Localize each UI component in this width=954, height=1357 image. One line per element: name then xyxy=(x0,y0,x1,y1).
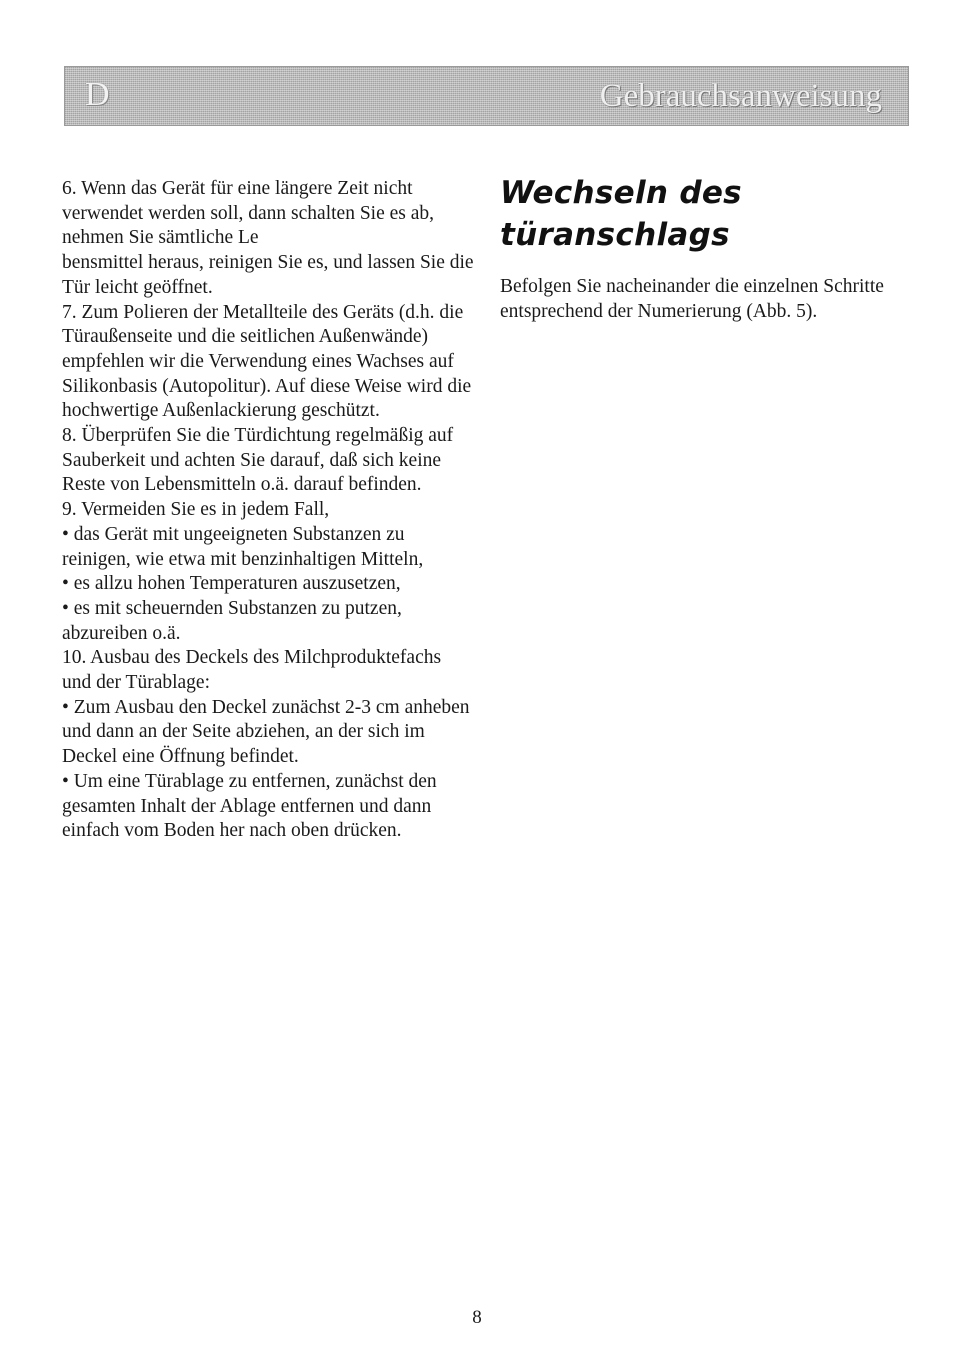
bullet-item: • das Gerät mit ungeeigneten Substanzen zu reinigen, wie etwa mit benzinhaltigen Mitteln, xyxy=(62,523,424,570)
intro-paragraph: Befolgen Sie nacheinander die einzelnen Schritte entsprechend der Numerierung (Abb. 5). xyxy=(500,276,884,322)
right-column xyxy=(500,172,920,324)
paragraph-6: 6. Wenn das Gerät für eine längere Zeit nicht verwendet werden soll, dann schalten Sie es ab, nehmen Sie sämtliche Le xyxy=(62,178,435,249)
bullet-item: • es allzu hohen Temperaturen auszusetzen, xyxy=(62,573,401,595)
section-heading: Wechseln des türanschlags xyxy=(500,175,742,253)
paragraph-9: 9. Vermeiden Sie es in jedem Fall, xyxy=(62,499,330,521)
section-header-bar xyxy=(64,66,909,126)
section-letter: D xyxy=(85,76,110,113)
bullet-item: • Um eine Türablage zu entfernen, zunächst den gesamten Inhalt der Ablage entfernen und dann einfach vom Boden her nach oben drücken. xyxy=(62,770,437,842)
left-column xyxy=(62,177,474,844)
header-title: Gebrauchsanweisung xyxy=(599,78,882,114)
page-number: 8 xyxy=(472,1307,482,1328)
bullet-item: • es mit scheuernden Substanzen zu putzen, abzureiben o.ä. xyxy=(62,597,402,644)
bullet-item: • Zum Ausbau den Deckel zunächst 2-3 cm anheben und dann an der Seite abziehen, an der sich im Deckel eine Öffnung befindet. xyxy=(62,696,470,768)
paragraph-10: 10. Ausbau des Deckels des Milchproduktefachs und der Türablage: xyxy=(62,647,442,694)
paragraph-8: 8. Überprüfen Sie die Türdichtung regelmäßig auf Sauberkeit und achten Sie darauf, daß sich keine Reste von Lebensmitteln o.ä. darauf befinden. xyxy=(62,425,454,496)
paragraph-7: 7. Zum Polieren der Metallteile des Geräts (d.h. die Türaußenseite und die seitlichen Außenwände) empfehlen wir die Verwendung eines Wachses auf Silikonbasis (Autopolitur). Auf diese Weise wird die hochwertige Außenlackierung geschützt. xyxy=(62,301,472,422)
paragraph-6-continued: bensmittel heraus, reinigen Sie es, und lassen Sie die Tür leicht geöffnet. xyxy=(62,252,474,298)
